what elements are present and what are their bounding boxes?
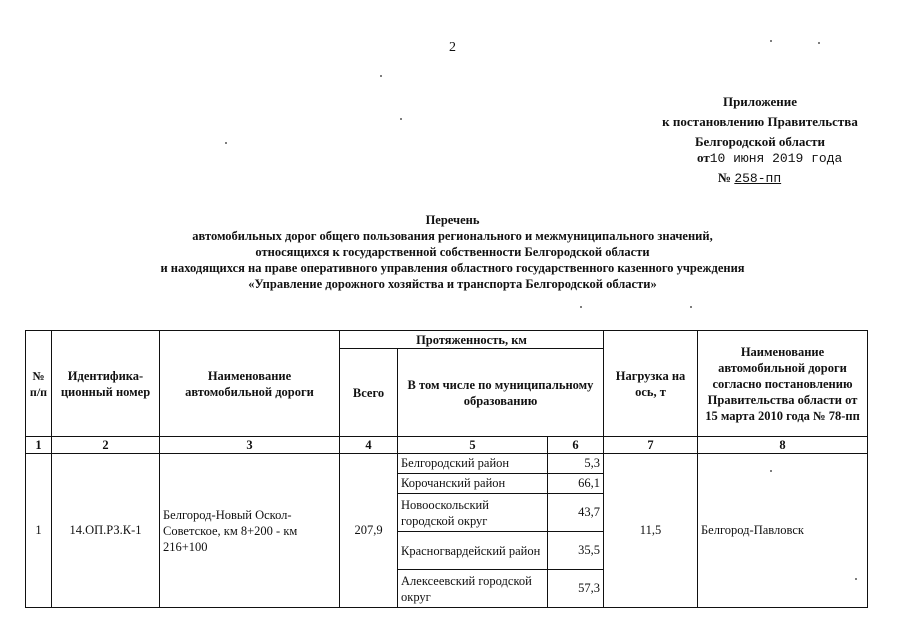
scan-speck [770, 470, 772, 472]
district-km: 35,5 [548, 532, 604, 570]
title-line5: «Управление дорожного хозяйства и транспорта Белгородской области» [248, 277, 657, 291]
col-number: 3 [160, 437, 340, 454]
title-line2: автомобильных дорог общего пользования регионального и межмуниципального значений, [192, 229, 713, 243]
appendix-line1: Приложение [722, 94, 798, 109]
district-km: 66,1 [548, 474, 604, 494]
title-line4: и находящихся на праве оперативного управления областного государственного казенного учреждения [160, 261, 745, 275]
col-number: 4 [340, 437, 398, 454]
district-name: Новооскольский городской округ [398, 494, 548, 532]
page-number: 2 [449, 40, 456, 55]
col-number: 2 [52, 437, 160, 454]
col-number: 8 [698, 437, 868, 454]
appendix-date [697, 150, 842, 166]
row-road-name: Белгород-Новый Оскол-Советское, км 8+200 - км 216+100 [160, 454, 340, 608]
row-load: 11,5 [604, 454, 698, 608]
scan-speck [770, 40, 772, 42]
district-name: Корочанский район [398, 474, 548, 494]
header-num: № п/п [26, 331, 52, 437]
district-km: 57,3 [548, 570, 604, 608]
title-line1: Перечень [425, 213, 480, 227]
appendix-number [718, 170, 805, 186]
header-id: Идентифика-ционный номер [52, 331, 160, 437]
appendix-block [620, 92, 900, 152]
district-name: Красногвардейский район [398, 532, 548, 570]
col-number: 1 [26, 437, 52, 454]
number-prefix: № [718, 170, 732, 185]
col-number: 7 [604, 437, 698, 454]
header-name: Наименование автомобильной дороги [160, 331, 340, 437]
scan-speck [690, 306, 692, 308]
header-total: Всего [340, 349, 398, 437]
title-line3: относящихся к государственной собственности Белгородской области [255, 245, 650, 259]
header-incl: В том числе по муниципальному образованию [398, 349, 604, 437]
appendix-line2: к постановлению Правительства [662, 114, 858, 129]
number-value: 258-пп [734, 171, 782, 186]
scan-speck [225, 142, 227, 144]
date-value: 10 июня 2019 года [709, 151, 843, 166]
header-old-name: Наименование автомобильной дороги согласно постановлению Правительства области от 15 марта 2010 года № 78-пп [698, 331, 868, 437]
row-id: 14.ОП.РЗ.К-1 [52, 454, 160, 608]
roads-table [25, 330, 868, 608]
row-total: 207,9 [340, 454, 398, 608]
header-length: Протяженность, км [340, 331, 604, 349]
district-km: 5,3 [548, 454, 604, 474]
appendix-line3: Белгородской области [694, 134, 826, 149]
header-load: Нагрузка на ось, т [604, 331, 698, 437]
document-title [0, 212, 905, 292]
row-old-name: Белгород-Павловск [698, 454, 868, 608]
district-km: 43,7 [548, 494, 604, 532]
scan-speck [580, 306, 582, 308]
col-number: 5 [398, 437, 548, 454]
scan-speck [818, 42, 820, 44]
scan-speck [400, 118, 402, 120]
date-prefix: от [697, 150, 710, 165]
scan-speck [855, 578, 857, 580]
scan-speck [380, 75, 382, 77]
district-name: Алексеевский городской округ [398, 570, 548, 608]
col-number: 6 [548, 437, 604, 454]
district-name: Белгородский район [398, 454, 548, 474]
row-num: 1 [26, 454, 52, 608]
